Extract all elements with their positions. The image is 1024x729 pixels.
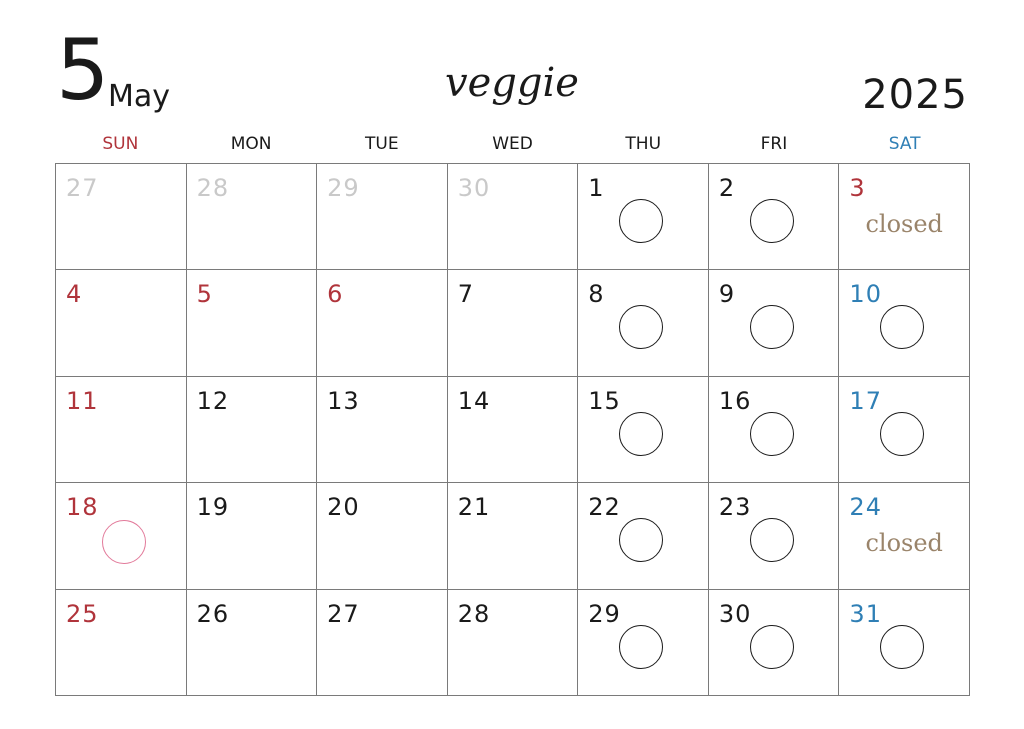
day-number: 1 [588,174,605,202]
day-cell [448,270,579,376]
circle-mark [619,518,663,562]
day-number: 23 [718,493,752,522]
day-cell [56,483,187,589]
day-number: 31 [849,599,882,628]
day-number: 17 [849,386,882,415]
month-number: 5 [56,21,110,119]
day-cell [187,164,318,270]
day-number: 10 [849,280,882,309]
calendar-grid [55,163,970,696]
circle-mark [880,625,924,669]
weekday-header [55,131,970,157]
day-number: 11 [66,386,99,415]
day-number: 28 [196,174,230,202]
day-cell [317,270,448,376]
day-cell [448,164,579,270]
day-cell [56,590,187,696]
weekday-fri: FRI [760,134,788,154]
circle-mark [880,412,924,456]
weekday-wed: WED [492,134,533,154]
day-number: 27 [66,174,99,202]
day-number: 18 [66,493,99,522]
circle-mark [750,625,794,669]
weekday-tue: TUE [365,134,399,154]
day-cell [578,377,709,483]
day-cell [709,270,840,376]
day-cell [187,590,318,696]
weekday-thu: THU [625,134,662,154]
day-number: 7 [457,280,474,309]
day-number: 3 [849,174,866,202]
day-number: 20 [327,493,360,522]
day-number: 2 [718,174,736,202]
day-number: 16 [718,386,752,415]
circle-mark [880,305,924,349]
circle-mark [619,305,663,349]
circle-mark [619,412,663,456]
day-cell [448,483,579,589]
day-cell [839,164,970,270]
day-cell [448,590,579,696]
day-number: 30 [457,174,491,202]
brand-title: veggie [445,60,579,106]
year: 2025 [862,72,968,118]
day-cell [187,483,318,589]
day-cell [56,377,187,483]
day-cell [187,270,318,376]
day-cell [839,483,970,589]
day-cell [317,590,448,696]
day-number: 29 [588,599,621,628]
day-cell [317,377,448,483]
circle-mark [750,199,794,243]
day-cell [578,590,709,696]
circle-mark [619,625,663,669]
day-number: 24 [849,493,882,522]
weekday-sun: SUN [102,134,139,154]
circle-mark [619,199,663,243]
day-number: 12 [196,386,230,415]
day-number: 19 [196,493,230,522]
day-cell [578,483,709,589]
circle-mark [750,518,794,562]
day-number: 13 [327,386,360,415]
day-number: 9 [718,280,736,309]
day-number: 26 [196,599,230,628]
day-cell [709,590,840,696]
day-cell [578,164,709,270]
weekday-mon: MON [230,134,272,154]
day-number: 15 [588,386,621,415]
day-cell [709,164,840,270]
day-number: 6 [327,280,344,309]
closed-label: closed [865,210,943,238]
day-cell [448,377,579,483]
day-number: 28 [457,599,491,628]
day-cell [578,270,709,376]
day-number: 5 [196,280,213,309]
day-number: 27 [327,599,360,628]
day-cell [709,377,840,483]
day-cell [187,377,318,483]
day-number: 21 [457,493,491,522]
circle-mark [750,412,794,456]
day-number: 30 [718,599,752,628]
weekday-sat: SAT [888,134,921,154]
day-number: 14 [457,386,491,415]
day-cell [56,270,187,376]
month-name: May [108,79,171,114]
pink-circle-mark [102,520,146,564]
day-cell [709,483,840,589]
day-cell [56,164,187,270]
day-number: 25 [66,599,99,628]
day-number: 22 [588,493,621,522]
closed-label: closed [865,529,943,558]
day-cell [317,164,448,270]
circle-mark [750,305,794,349]
day-cell [317,483,448,589]
day-cell [839,377,970,483]
day-cell [839,270,970,376]
day-cell [839,590,970,696]
day-number: 29 [327,174,360,202]
day-number: 4 [66,280,83,309]
day-number: 8 [588,280,605,309]
